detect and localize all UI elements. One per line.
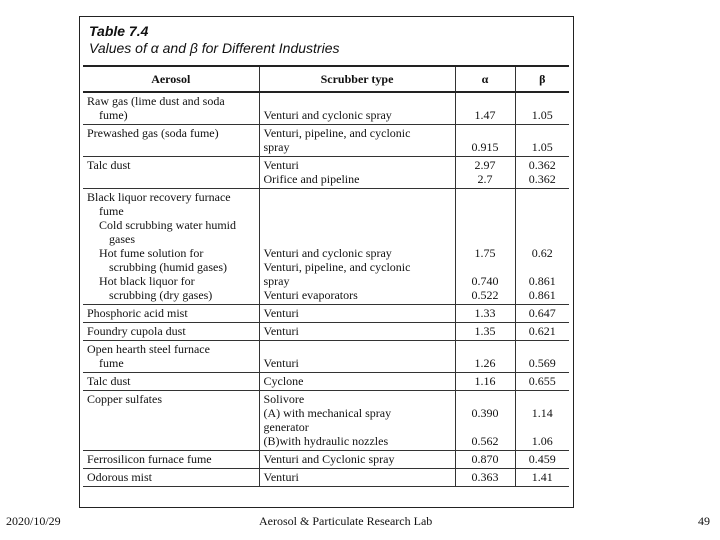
alpha-cell: 1.75 0.740 0.522 bbox=[455, 189, 515, 305]
scrubber-cell: Venturi and cyclonic spray bbox=[259, 92, 455, 125]
alpha-cell: 1.47 bbox=[455, 92, 515, 125]
beta-cell: 1.41 bbox=[515, 469, 569, 487]
aerosol-cell: Prewashed gas (soda fume) bbox=[83, 125, 259, 157]
alpha-cell: 1.33 bbox=[455, 305, 515, 323]
scrubber-cell: Solivore (A) with mechanical spray generator (B)with hydraulic nozzles bbox=[259, 391, 455, 451]
table-row bbox=[83, 451, 569, 469]
table-row bbox=[83, 125, 569, 157]
aerosol-cell: Foundry cupola dust bbox=[83, 323, 259, 341]
aerosol-cell: Odorous mist bbox=[83, 469, 259, 487]
aerosol-cell: Ferrosilicon furnace fume bbox=[83, 451, 259, 469]
table-row bbox=[83, 92, 569, 125]
table-page bbox=[79, 16, 574, 508]
footer-page-number: 49 bbox=[698, 514, 710, 528]
table-row bbox=[83, 305, 569, 323]
aerosol-cell: Black liquor recovery furnace fume Cold scrubbing water humid gases Hot fume solution for scrubbing (humid gases) Hot black liquor for scrubbing (dry gases) bbox=[83, 189, 259, 305]
industry-table bbox=[83, 65, 569, 487]
beta-cell: 1.05 bbox=[515, 125, 569, 157]
alpha-cell: 0.870 bbox=[455, 451, 515, 469]
scrubber-cell: Venturi and cyclonic spray Venturi, pipeline, and cyclonic spray Venturi evaporators bbox=[259, 189, 455, 305]
scrubber-cell: Venturi, pipeline, and cyclonic spray bbox=[259, 125, 455, 157]
alpha-cell: 1.35 bbox=[455, 323, 515, 341]
alpha-cell: 2.97 2.7 bbox=[455, 157, 515, 189]
aerosol-cell: Talc dust bbox=[83, 157, 259, 189]
header-scrubber: Scrubber type bbox=[259, 66, 455, 92]
header-beta: β bbox=[515, 66, 569, 92]
table-row bbox=[83, 373, 569, 391]
beta-cell: 0.362 0.362 bbox=[515, 157, 569, 189]
alpha-cell: 0.915 bbox=[455, 125, 515, 157]
beta-cell: 1.05 bbox=[515, 92, 569, 125]
table-row bbox=[83, 189, 569, 305]
table-number: Table 7.4 bbox=[89, 23, 149, 39]
aerosol-cell: Talc dust bbox=[83, 373, 259, 391]
scrubber-cell: Venturi and Cyclonic spray bbox=[259, 451, 455, 469]
aerosol-cell: Copper sulfates bbox=[83, 391, 259, 451]
beta-cell: 0.459 bbox=[515, 451, 569, 469]
beta-cell: 0.62 0.861 0.861 bbox=[515, 189, 569, 305]
aerosol-cell: Open hearth steel furnace fume bbox=[83, 341, 259, 373]
header-aerosol: Aerosol bbox=[83, 66, 259, 92]
table-row bbox=[83, 469, 569, 487]
beta-cell: 0.621 bbox=[515, 323, 569, 341]
beta-cell: 0.569 bbox=[515, 341, 569, 373]
scrubber-cell: Venturi bbox=[259, 341, 455, 373]
alpha-cell: 0.390 0.562 bbox=[455, 391, 515, 451]
scrubber-cell: Venturi bbox=[259, 469, 455, 487]
scrubber-cell: Cyclone bbox=[259, 373, 455, 391]
footer-date: 2020/10/29 bbox=[6, 514, 61, 528]
aerosol-cell: Raw gas (lime dust and soda fume) bbox=[83, 92, 259, 125]
aerosol-cell: Phosphoric acid mist bbox=[83, 305, 259, 323]
alpha-cell: 0.363 bbox=[455, 469, 515, 487]
header-row bbox=[83, 66, 569, 92]
scrubber-cell: Venturi Orifice and pipeline bbox=[259, 157, 455, 189]
table-row bbox=[83, 157, 569, 189]
scrubber-cell: Venturi bbox=[259, 323, 455, 341]
footer-lab: Aerosol & Particulate Research Lab bbox=[259, 514, 433, 528]
table-row bbox=[83, 341, 569, 373]
scrubber-cell: Venturi bbox=[259, 305, 455, 323]
beta-cell: 0.655 bbox=[515, 373, 569, 391]
beta-cell: 0.647 bbox=[515, 305, 569, 323]
table-row bbox=[83, 391, 569, 451]
table-row bbox=[83, 323, 569, 341]
beta-cell: 1.14 1.06 bbox=[515, 391, 569, 451]
alpha-cell: 1.26 bbox=[455, 341, 515, 373]
table-title: Values of α and β for Different Industries bbox=[89, 40, 340, 56]
header-alpha: α bbox=[455, 66, 515, 92]
alpha-cell: 1.16 bbox=[455, 373, 515, 391]
